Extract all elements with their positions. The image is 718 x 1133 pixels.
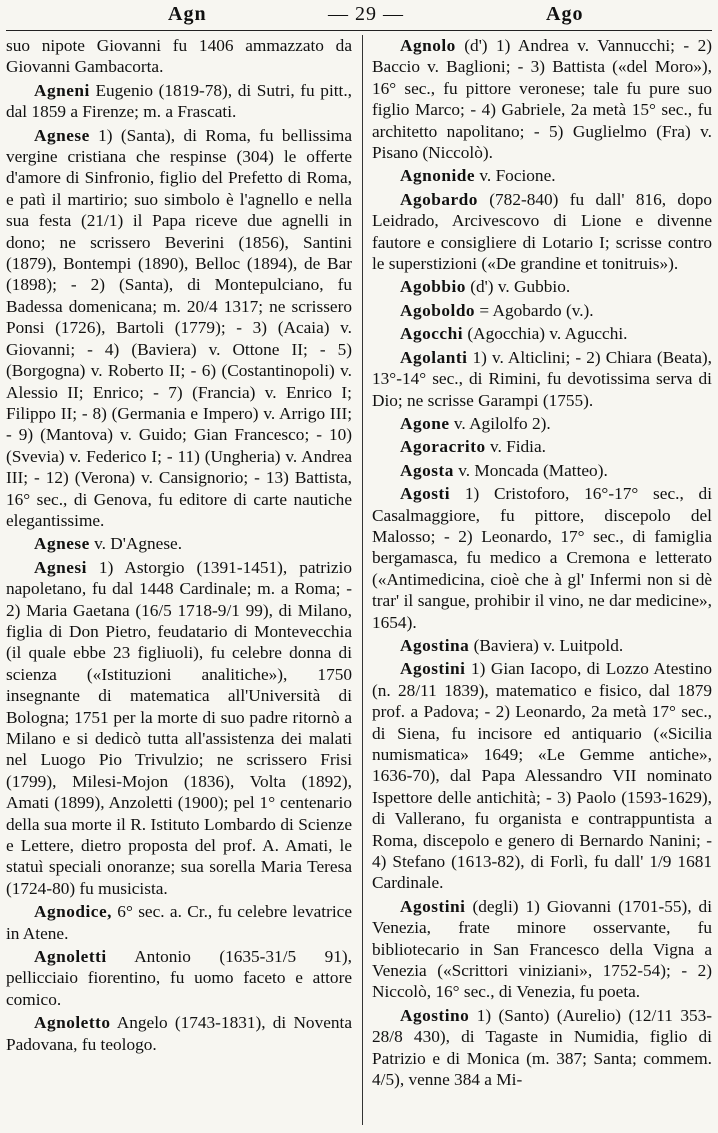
entry-headword: Agocchi [400,324,464,344]
entry-text: (Baviera) v. Luitpold. [473,635,624,655]
entry-text: 1) Astorgio (1391-1451), patrizio napoletano, fu dal 1448 Cardinale; m. a Roma; - 2) Maria Gaetana (16/5 1718-9/1 99), di Milano, figlia di Don Pietro, feudatario di Montevecchia (il quale ebbe 23 figliuoli), fu celebre donna di scienza («Istituzioni analitiche»), 1750 insegnante di matematica all'Università di Bologna; 1751 per la morte di suo padre ritornò a Milano e si dedicò tutta all'assistenza dei malati nel Luogo Pio Trivulzio; ne scrissero Frisi (1799), Milesi-Mojon (1836), Volta (1892), Amati (1899), Anzoletti (1900); pel 1° centenario della sua morte il R. Istituto Lombardo di Scienze e Lettere, dietro proposta del prof. A. Amati, le statuì speciali onoranze; sua sorella Maria Teresa (1724-80) fu musicista. [6,557,352,898]
dictionary-entry [6,80,352,123]
dictionary-entry [372,483,712,633]
entry-text: 1) v. Alticlini; - 2) Chiara (Beata), 13°-14° sec., di Rimini, fu devotissima serva di Dio; ne scrisse Garampi (1755). [372,347,712,410]
dictionary-entry [372,300,712,321]
entry-text: (Agocchia) v. Agucchi. [467,324,628,344]
entry-headword: Agone [400,413,450,433]
entry-headword: Agneni [34,80,90,100]
page-number: — 29 — [328,3,404,25]
dictionary-entry [6,533,352,554]
entry-text: (d') 1) Andrea v. Vannucchi; - 2) Baccio v. Baglioni; - 3) Battista («del Moro»), 16° sec., fu pittore veronese; tale fu pure suo figlio Marco; - 4) Gabriele, 2a metà 15° sec., fu architetto napolitano; - 5) Guglielmo (Fra) v. Pisano (Niccolò). [372,36,712,163]
entry-headword: Agnodice, [34,902,112,922]
entry-text: 1) Cristoforo, 16°-17° sec., di Casalmaggiore, fu pittore, discepolo del Malosso; - 2) Leonardo, 17° sec., di famiglia bergamasca, fu medico a Cremona e letterato («Antimedicina, cioè che à gl' Infermi non si dè trar' il sangue, prohibir il vino, ne dar medicine», 1654). [372,484,712,632]
entry-headword: Agnolo [400,36,456,55]
entry-headword: Agnese [34,534,90,554]
dictionary-entry [6,557,352,900]
entry-text: 1) Gian Iacopo, di Lozzo Atestino (n. 28/11 1839), matematico e fisico, dal 1879 prof. a Padova; - 2) Leonardo, 2a metà 17° sec., di Siena, fu incisore ed antiquario («Sicilia numismatica» 1649; «Le Gemme antiche», 1636-70), dal Papa Alessandro VII nominato Ispettore delle antichità; - 3) Paolo (1593-1629), di Vallerano, fu organista e contrappuntista a Roma, discepolo e genero di Bernardo Nanini; - 4) Stefano (1613-82), di Forlì, fu dall' 1/9 1681 Cardinale. [372,659,712,893]
dictionary-entry [372,323,712,344]
dictionary-entry [372,658,712,893]
page-header [6,0,712,31]
entry-headword: Agosta [400,460,454,480]
header-left-guideword: Agn [168,3,207,25]
entry-text: Eugenio (1819-78), di Sutri, fu pitt., dal 1859 a Firenze; m. a Frascati. [6,80,352,122]
entry-text: Antonio (1635-31/5 91), pellicciaio fiorentino, fu uomo faceto e attore comico. [6,947,352,1009]
left-column [6,35,352,1057]
entry-text: v. D'Agnese. [94,534,183,554]
dictionary-entry [6,35,352,78]
dictionary-entry [372,347,712,411]
entry-headword: Agnoletto [34,1013,111,1033]
dictionary-entry [6,125,352,532]
entry-text: suo nipote Giovanni fu 1406 ammazzato da Giovanni Gambacorta. [6,36,352,77]
entry-text: v. Focione. [479,166,556,186]
entry-headword: Agobardo [400,189,478,209]
entry-headword: Agnesi [34,557,87,577]
entry-headword: Agoracrito [400,437,486,457]
dictionary-entry [372,189,712,275]
dictionary-entry [6,901,352,944]
dictionary-entry [372,1005,712,1091]
entry-text: (d') v. Gubbio. [470,277,571,297]
entry-headword: Agolanti [400,347,468,367]
dictionary-entry [372,896,712,1003]
entry-text: v. Fidia. [489,437,546,457]
dictionary-entry [372,276,712,297]
right-column [372,35,712,1093]
entry-text: = Agobardo (v.). [479,300,594,320]
entry-headword: Agostini [400,659,466,679]
entry-text: 1) (Santo) (Aurelio) (12/11 353-28/8 430), di Tagaste in Numidia, figlio di Patrizio e di Monica (m. 387; Santa; commem. 4/5), venne 384 a Mi- [372,1005,712,1090]
column-divider [362,35,363,1125]
entry-text: (degli) 1) Giovanni (1701-55), di Venezia, frate minore osservante, fu bibliotecario in San Francesco della Vigna a Venezia («Scrittori viniziani», 1752-54); - 2) Niccolò, 16° sec., di Venezia, fu poeta. [372,896,712,1002]
columns [6,35,712,1133]
dictionary-entry [372,35,712,163]
entry-headword: Agostino [400,1005,470,1025]
entry-text: 6° sec. a. Cr., fu celebre levatrice in Atene. [6,902,352,943]
entry-headword: Agobbio [400,277,466,297]
entry-text: (782-840) fu dall' 816, dopo Leidrado, Arcivescovo di Lione e divenne fautore e consigliere di Lotario I; scrisse contro le superstizioni («De grandine et tonitruis»). [372,189,712,274]
dictionary-entry [372,460,712,481]
entry-headword: Agnonide [400,166,476,186]
dictionary-entry [6,1012,352,1055]
header-right-guideword: Ago [546,3,584,25]
entry-headword: Agnese [34,125,90,145]
entry-headword: Agostini [400,896,466,916]
entry-headword: Agostina [400,635,470,655]
entry-text: Angelo (1743-1831), di Noventa Padovana, fu teologo. [6,1013,352,1054]
dictionary-entry [372,165,712,186]
entry-headword: Agosti [400,484,451,504]
entry-text: v. Agilolfo 2). [453,413,551,433]
entry-text: 1) (Santa), di Roma, fu bellissima vergine cristiana che respinse (304) le offerte d'amore di Sinfronio, figlio del Prefetto di Roma, e patì il martirio; suo simbolo è l'agnello e nella sua festa (21/1) il Papa riceve due agnelli in dono; ne scrissero Beverini (1856), Santini (1879), Bontempi (1890), Belloc (1894), de Bar (1898); - 2) (Santa), di Montepulciano, fu Badessa domenicana; m. 20/4 1317; ne scrissero Ponsi (1726), Bartoli (1779); - 3) (Acaia) v. Giovanni; - 4) (Baviera) v. Ottone II; - 5) (Borgogna) v. Roberto II; - 6) (Costantinopoli) v. Alessio II; Enrico; - 7) (Francia) v. Enrico I; Filippo II; - 8) (Germania e Impero) v. Arrigo III; - 9) (Mantova) v. Guido; Gian Francesco; - 10) (Svevia) v. Federico I; - 11) (Ungheria) v. Andrea III; - 12) (Verona) v. Cansignorio; - 13) Battista, 16° sec., di Genova, fu editore di carte nautiche elegantissime. [6,125,352,530]
dictionary-entry [372,413,712,434]
entry-headword: Agnoletti [34,947,107,967]
dictionary-entry [372,436,712,457]
entry-headword: Agoboldo [400,300,476,320]
dictionary-entry [6,946,352,1010]
entry-text: v. Moncada (Matteo). [458,460,608,480]
dictionary-entry [372,635,712,656]
